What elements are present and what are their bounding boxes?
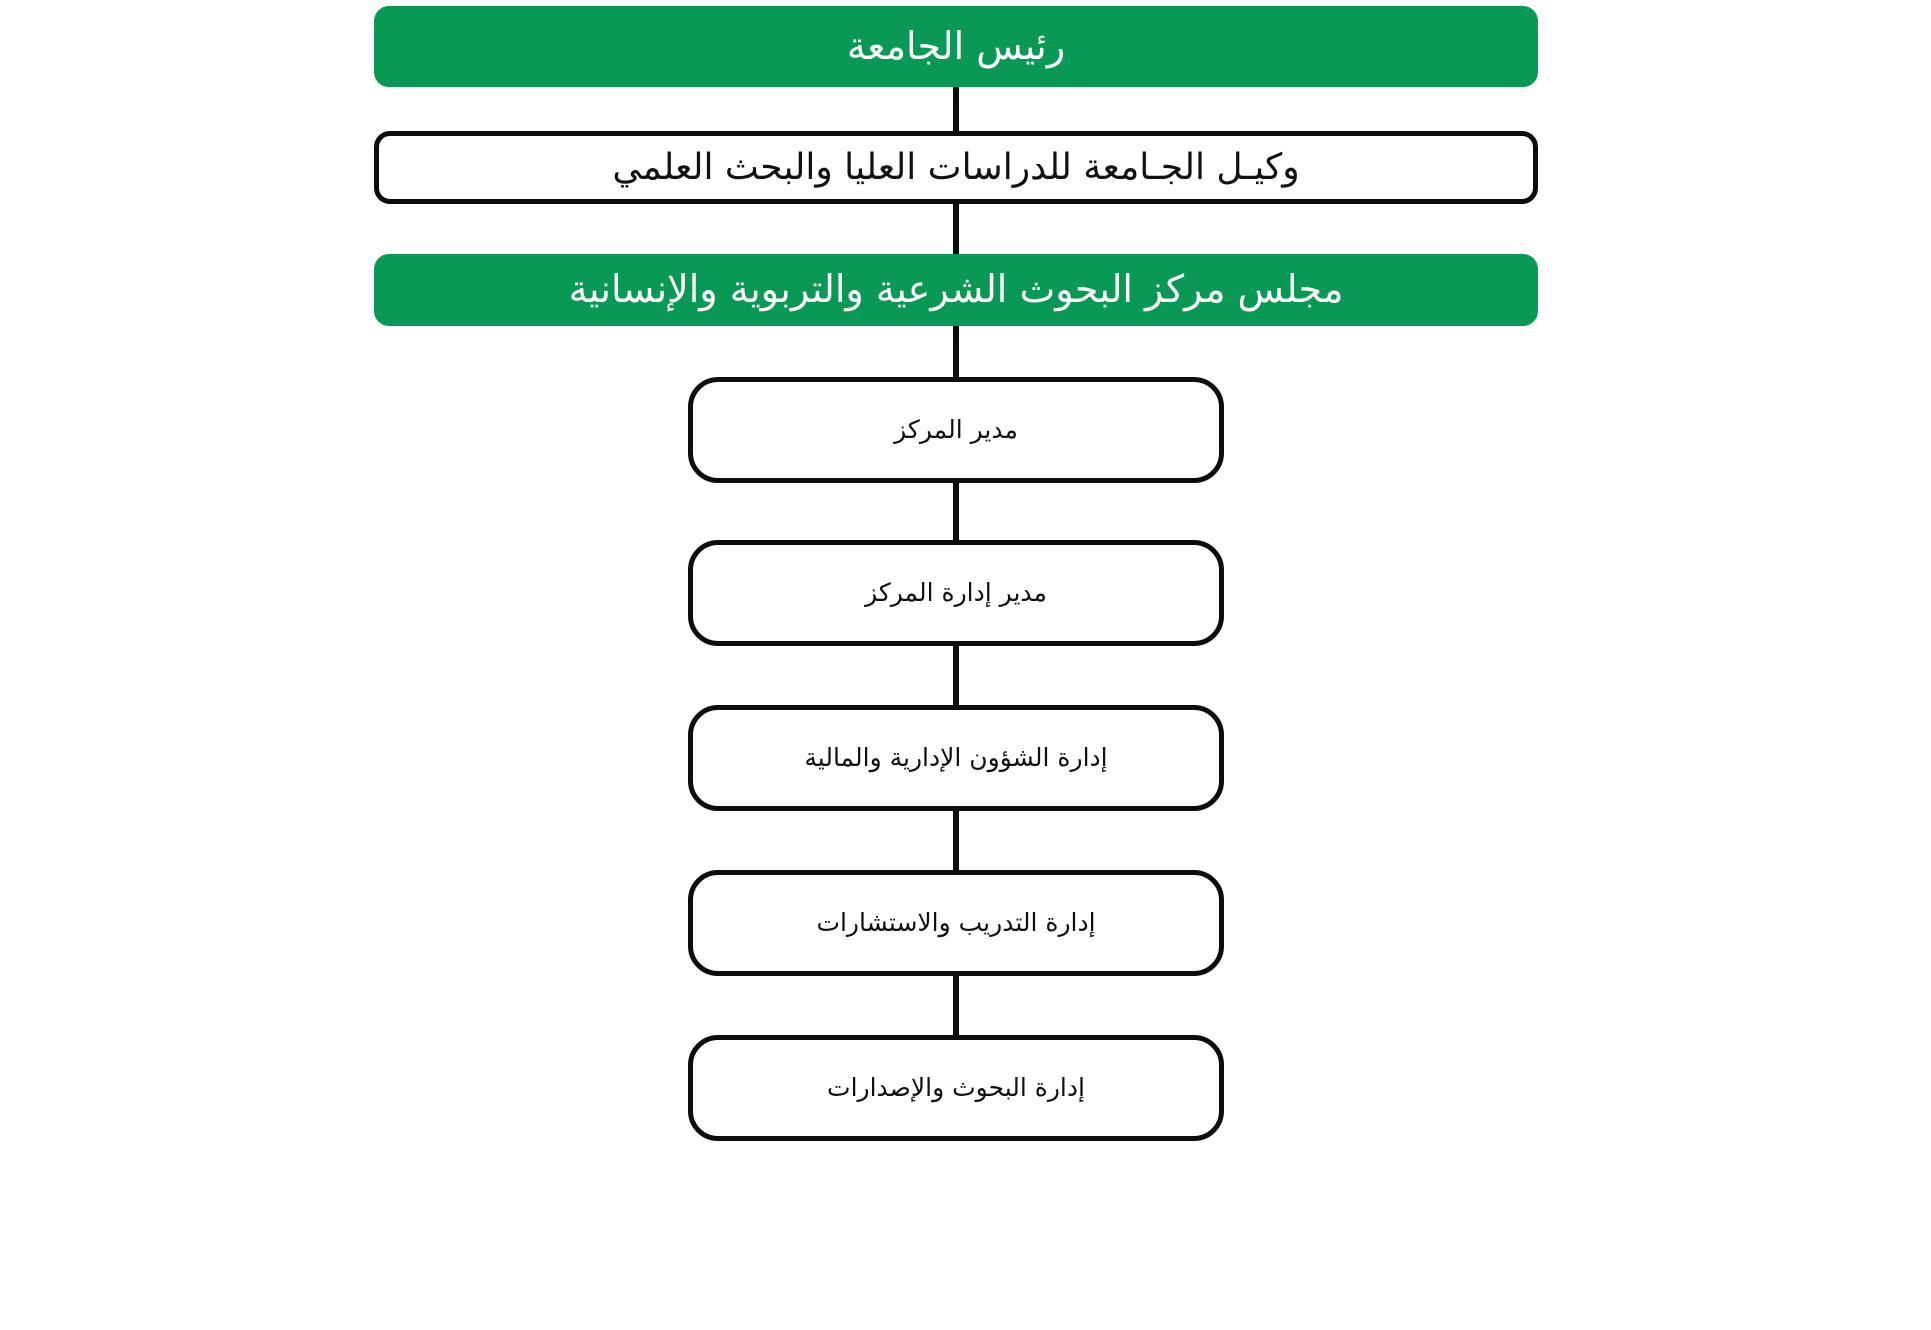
connector-line [953, 326, 959, 377]
connector-line [953, 811, 959, 870]
org-node-label: إدارة التدريب والاستشارات [816, 908, 1096, 938]
org-node-label: وكيـل الجـامعة للدراسات العليا والبحث العلمي [612, 147, 1300, 188]
org-node-label: إدارة البحوث والإصدارات [827, 1073, 1085, 1103]
org-node-center-director [688, 377, 1224, 483]
connector-line [953, 646, 959, 705]
org-node-label: مدير المركز [894, 415, 1018, 445]
org-node-research-publications [688, 1035, 1224, 1141]
connector-line [953, 976, 959, 1035]
org-node-label: مجلس مركز البحوث الشرعية والتربوية والإنسانية [568, 267, 1344, 312]
org-node-label: إدارة الشؤون الإدارية والمالية [804, 743, 1108, 773]
org-node-vice-president-research [374, 131, 1538, 204]
org-node-admin-financial-affairs [688, 705, 1224, 811]
org-node-center-admin-director [688, 540, 1224, 646]
org-node-university-president [374, 6, 1538, 87]
org-node-research-center-council [374, 254, 1538, 326]
connector-line [953, 204, 959, 254]
connector-line [953, 483, 959, 540]
connector-line [953, 87, 959, 131]
org-node-label: مدير إدارة المركز [865, 578, 1047, 608]
org-node-training-consulting [688, 870, 1224, 976]
org-node-label: رئيس الجامعة [846, 23, 1066, 68]
